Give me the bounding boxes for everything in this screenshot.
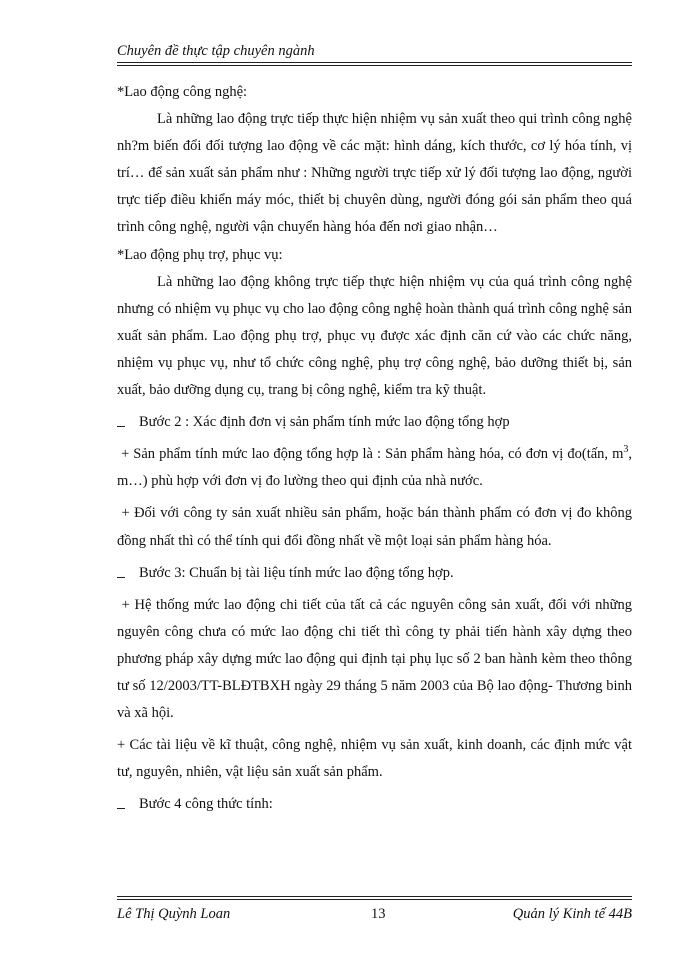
paragraph-technology-labor: Là những lao động trực tiếp thực hiện nhiệm vụ sản xuất theo qui trình công nghệ nh?m biến đổi đối tượng lao động về các mặt: hình dáng, kích thước, cơ lý hóa tính, vị trí… để sản xuất sản phẩm như : Những người trực tiếp xử lý đối tượng lao động, người trực tiếp điều khiển máy móc, thiết bị chuyên dùng, người đóng gói sản phẩm theo quá trình công nghệ, người vận chuyển hàng hóa đến nơi giao nhận… (117, 111, 632, 236)
footer-class: Quản lý Kinh tế 44B (512, 906, 632, 922)
section-heading-technology-labor: *Lao động công nghệ: (117, 84, 248, 100)
step-2-point-a: + Sản phẩm tính mức lao động tổng hợp là : Sản phẩm hàng hóa, có đơn vị đo(tấn, $m^3$, m…) phù hợp với đơn vị đo lường theo qui định của nhà nước. (117, 444, 633, 490)
step-3-point-b: + Các tài liệu về kĩ thuật, công nghệ, nhiệm vụ sản xuất, kinh doanh, các định mức vật tư, nguyên, nhiên, vật liệu sản xuất sản phẩm. (117, 737, 632, 781)
paragraph-support-labor: Là những lao động không trực tiếp thực hiện nhiệm vụ của quá trình công nghệ nhưng có nhiệm vụ phục vụ cho lao động công nghệ hoàn thành quá trình công nghệ sản xuất sản phẩm. Lao động phụ trợ, phục vụ được xác định căn cứ vào các chức năng, nhiệm vụ phục vụ, như tổ chức công nghệ, phụ trợ công nghệ, bảo dưỡng thiết bị, sản xuất, bảo dưỡng dụng cụ, trang bị công nghệ, kiểm tra kỹ thuật. (117, 273, 632, 399)
step-2-point-b: + Đối với công ty sản xuất nhiều sản phẩm, hoặc bán thành phẩm có đơn vị đo không đồng nhất thì có thể tính qui đổi đồng nhất về một loại sản phẩm hàng hóa. (117, 505, 633, 549)
dash-bullet (117, 791, 139, 818)
page-number: 13 (371, 906, 386, 922)
running-header: Chuyên đề thực tập chuyên ngành (117, 43, 315, 59)
step-4-text: Bước 4 công thức tính: (139, 796, 273, 813)
page-body (117, 79, 632, 818)
step-4-item (117, 791, 632, 818)
dash-bullet (117, 409, 139, 436)
dash-bullet (117, 560, 139, 587)
section-heading-support-labor: *Lao động phụ trợ, phục vụ: (117, 246, 283, 263)
step-3-text: Bước 3: Chuẩn bị tài liệu tính mức lao động tổng hợp. (139, 564, 454, 581)
step-3-item (117, 560, 632, 587)
step-2-text: Bước 2 : Xác định đơn vị sản phẩm tính mức lao động tổng hợp (139, 414, 510, 431)
step-3-point-a: + Hệ thống mức lao động chi tiết của tất cả các nguyên công sản xuất, đối với những nguyên công chưa có mức lao động chi tiết thì công ty phải tiến hành xây dựng theo phương pháp xây dựng mức lao động qui định tại phụ lục số 2 ban hành kèm theo thông tư số 12/2003/TT-BLĐTBXH ngày 29 tháng 5 năm 2003 của Bộ lao động- Thương binh và xã hội. (117, 596, 632, 722)
footer-author: Lê Thị Quỳnh Loan (117, 906, 231, 922)
step-2-item (117, 409, 632, 436)
superscript-3: 3 (623, 444, 629, 456)
